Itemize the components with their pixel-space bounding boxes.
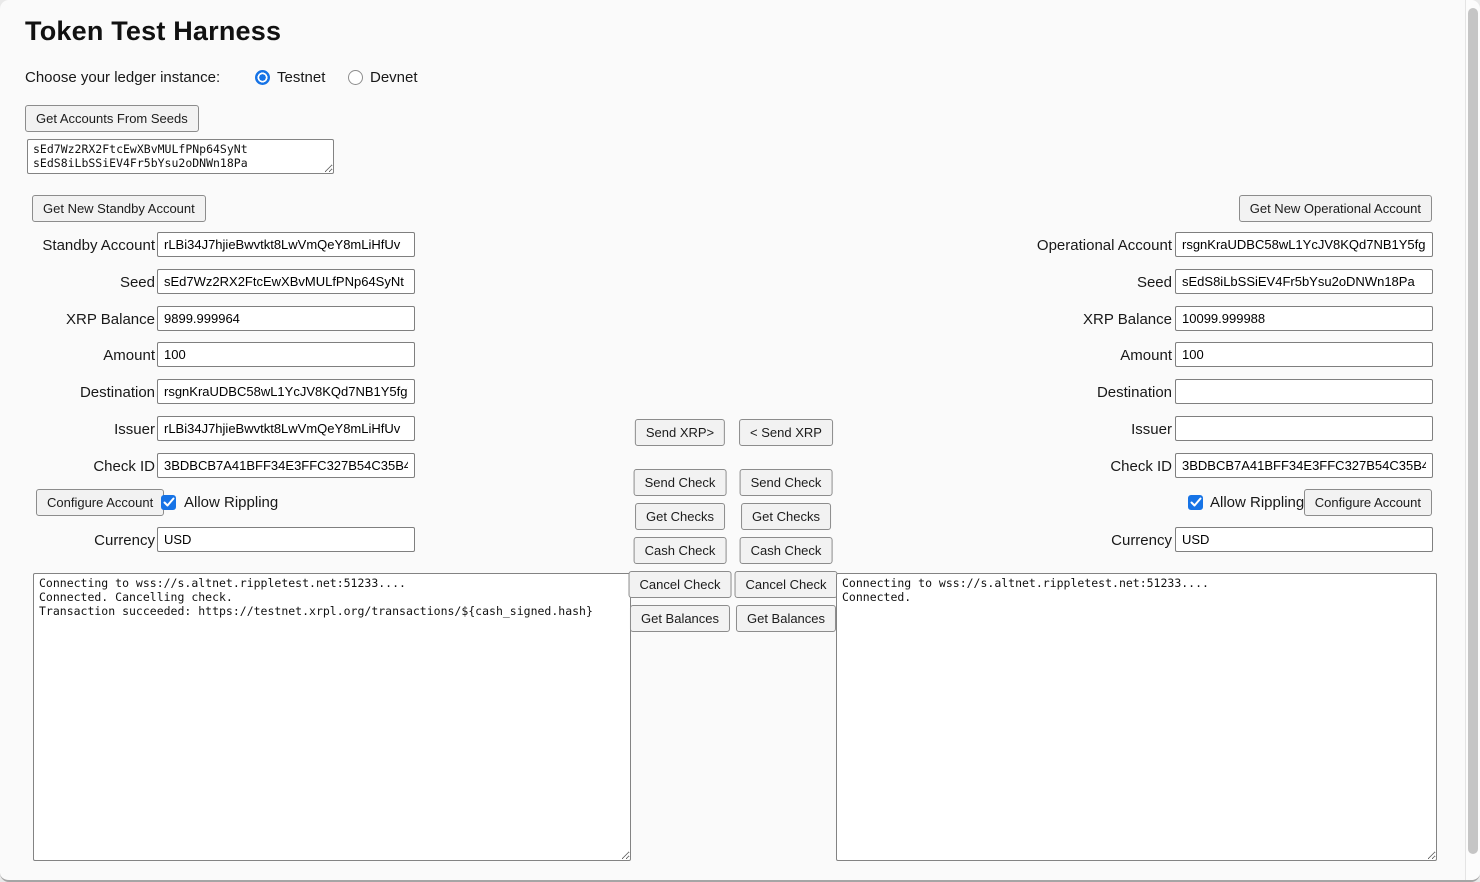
operational-get-balances-button[interactable]: Get Balances <box>736 605 836 632</box>
standby-issuer-field[interactable] <box>157 416 415 441</box>
standby-amount-field[interactable] <box>157 342 415 367</box>
operational-destination-label: Destination <box>1096 384 1172 401</box>
devnet-radio[interactable] <box>348 70 363 85</box>
standby-check-id-field[interactable] <box>157 453 415 478</box>
page-title: Token Test Harness <box>25 16 282 46</box>
operational-amount-field[interactable] <box>1175 342 1433 367</box>
operational-cancel-check-button[interactable]: Cancel Check <box>735 571 838 598</box>
operational-allow-rippling-checkbox[interactable] <box>1188 495 1203 510</box>
standby-allow-rippling-checkbox[interactable] <box>161 495 176 510</box>
operational-destination-field[interactable] <box>1175 379 1433 404</box>
standby-amount-label: Amount <box>103 347 155 364</box>
standby-seed-field[interactable] <box>157 269 415 294</box>
standby-check-id-label: Check ID <box>93 458 155 475</box>
standby-destination-label: Destination <box>79 384 155 401</box>
standby-issuer-label: Issuer <box>114 421 155 438</box>
operational-results-textarea[interactable] <box>836 573 1437 861</box>
operational-check-id-label: Check ID <box>1110 458 1172 475</box>
operational-seed-field[interactable] <box>1175 269 1433 294</box>
get-new-operational-account-button[interactable]: Get New Operational Account <box>1239 195 1432 222</box>
standby-account-label: Standby Account <box>42 237 155 254</box>
standby-get-balances-button[interactable]: Get Balances <box>630 605 730 632</box>
get-accounts-from-seeds-button[interactable]: Get Accounts From Seeds <box>25 105 199 132</box>
standby-currency-field[interactable] <box>157 527 415 552</box>
operational-send-check-button[interactable]: Send Check <box>740 469 833 496</box>
standby-seed-label: Seed <box>119 274 155 291</box>
operational-cash-check-button[interactable]: Cash Check <box>740 537 833 564</box>
page-scrollbar-track[interactable] <box>1465 0 1480 880</box>
operational-check-id-field[interactable] <box>1175 453 1433 478</box>
get-new-standby-account-button[interactable]: Get New Standby Account <box>32 195 206 222</box>
operational-xrp-balance-label: XRP Balance <box>1083 311 1172 328</box>
standby-account-field[interactable] <box>157 232 415 257</box>
standby-xrp-balance-field[interactable] <box>157 306 415 331</box>
devnet-radio-label[interactable]: Devnet <box>370 69 418 86</box>
operational-account-label: Operational Account <box>1036 237 1172 254</box>
operational-send-xrp-button[interactable]: < Send XRP <box>739 419 833 446</box>
operational-account-field[interactable] <box>1175 232 1433 257</box>
standby-cancel-check-button[interactable]: Cancel Check <box>629 571 732 598</box>
standby-cash-check-button[interactable]: Cash Check <box>634 537 727 564</box>
standby-xrp-balance-label: XRP Balance <box>66 311 155 328</box>
standby-send-xrp-button[interactable]: Send XRP> <box>635 419 725 446</box>
testnet-radio-label[interactable]: Testnet <box>277 69 326 86</box>
seeds-textarea[interactable] <box>27 139 334 174</box>
standby-destination-field[interactable] <box>157 379 415 404</box>
operational-configure-account-button[interactable]: Configure Account <box>1304 489 1432 516</box>
standby-currency-label: Currency <box>94 532 155 549</box>
operational-allow-rippling-label[interactable]: Allow Rippling <box>1210 494 1305 511</box>
operational-currency-label: Currency <box>1111 532 1172 549</box>
operational-xrp-balance-field[interactable] <box>1175 306 1433 331</box>
standby-send-check-button[interactable]: Send Check <box>634 469 727 496</box>
operational-get-checks-button[interactable]: Get Checks <box>741 503 831 530</box>
operational-seed-label: Seed <box>1136 274 1172 291</box>
operational-issuer-label: Issuer <box>1131 421 1172 438</box>
page-scrollbar-thumb[interactable] <box>1468 8 1478 854</box>
operational-amount-label: Amount <box>1120 347 1172 364</box>
testnet-radio[interactable] <box>255 70 270 85</box>
operational-currency-field[interactable] <box>1175 527 1433 552</box>
standby-allow-rippling-label[interactable]: Allow Rippling <box>184 494 279 511</box>
standby-results-textarea[interactable] <box>33 573 631 861</box>
standby-get-checks-button[interactable]: Get Checks <box>635 503 725 530</box>
standby-configure-account-button[interactable]: Configure Account <box>36 489 164 516</box>
ledger-instance-label: Choose your ledger instance: <box>25 69 221 86</box>
operational-issuer-field[interactable] <box>1175 416 1433 441</box>
